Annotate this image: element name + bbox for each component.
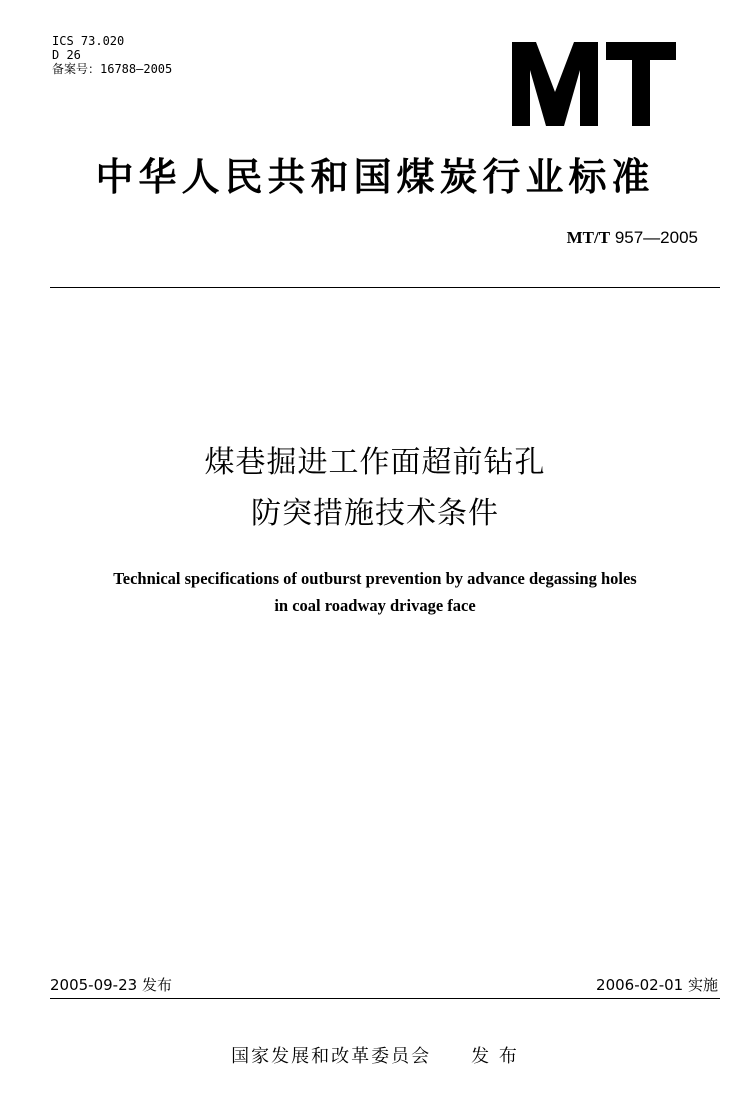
bottom-divider [50,998,720,999]
organization-title: 中华人民共和国煤炭行业标准 [95,155,655,199]
chinese-title-line-2: 防突措施技术条件 [251,496,499,531]
ccs-code: D 26 [52,48,81,62]
ics-code: ICS 73.020 [52,34,125,48]
standard-prefix: MT/T [566,228,611,247]
english-title-line-2: in coal roadway drivage face [274,596,476,615]
mt-logo [512,42,676,126]
implementation-date: 2006-02-01 实施 [596,976,718,994]
standard-code: 957—2005 [610,228,698,247]
document-metadata [52,34,172,76]
issue-date: 2005-09-23 发布 [50,976,172,994]
top-divider [50,287,720,288]
filing-number: 备案号：16788—2005 [52,62,173,76]
english-title-line-1: Technical specifications of outburst prevention by advance degassing holes [113,569,637,588]
issuer-name: 国家发展和改革委员会 [231,1046,432,1067]
issuer-action: 发 布 [471,1046,519,1067]
standard-number [567,228,698,248]
issuing-authority [0,1042,750,1068]
chinese-title-line-1: 煤巷掘进工作面超前钻孔 [204,445,546,480]
